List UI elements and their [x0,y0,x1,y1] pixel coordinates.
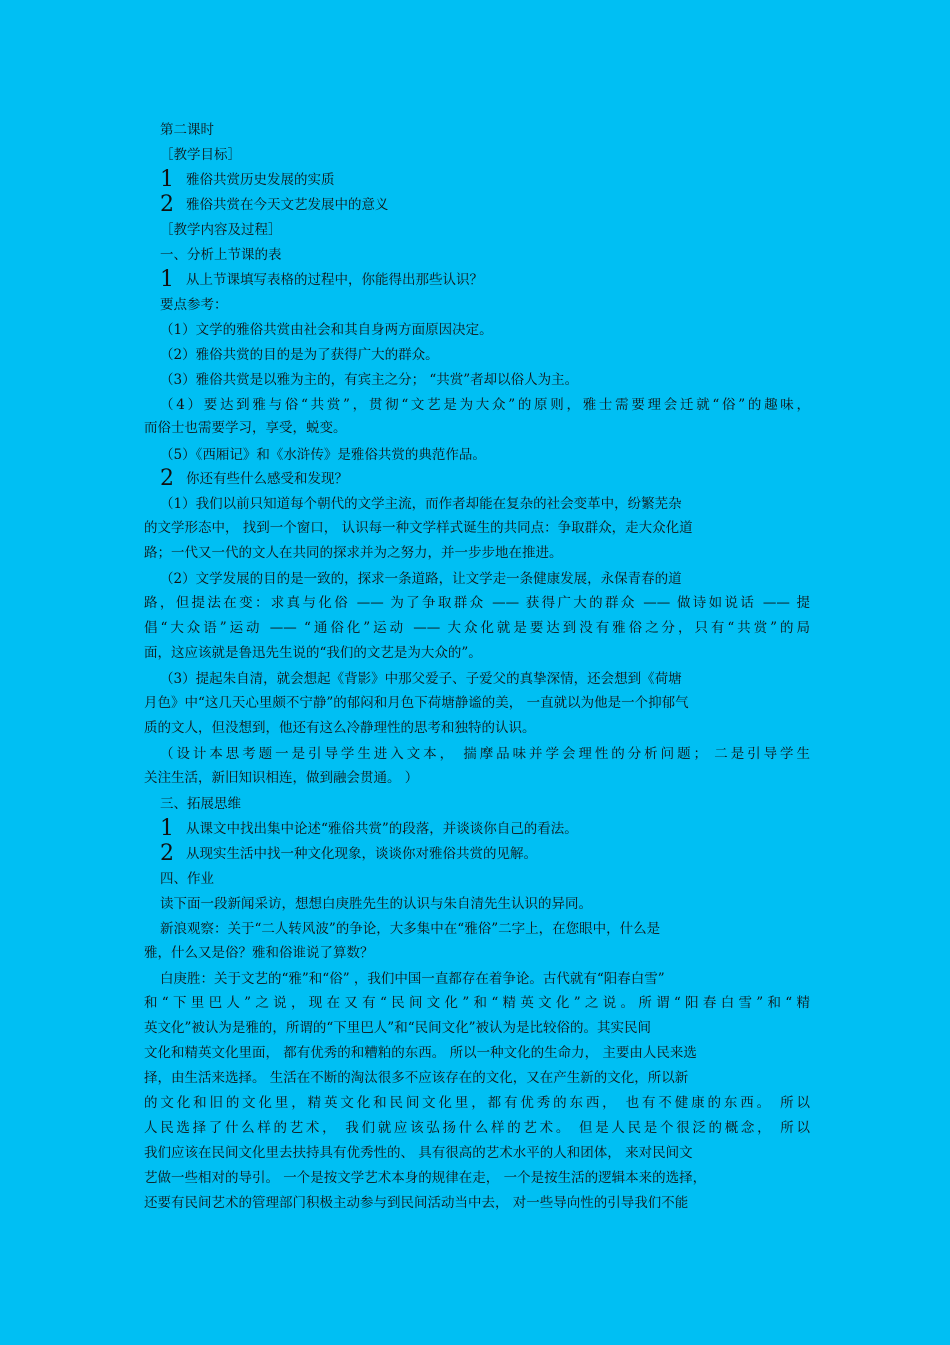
interview-answer-line: 还要有民间艺术的管理部门积极主动参与到民间活动当中去， 对一些导向性的引导我们不能 [144,1195,689,1211]
interview-answer-line: 白庚胜：关于文艺的“雅”和“俗” ，我们中国一直都存在着争论。古代就有“阳春白雪” [160,971,665,987]
item-number: 2 [160,842,174,866]
extension-item [160,817,810,841]
point-4: （4）要达到雅与俗“共赏”，贯彻“文艺是为大众”的原则，雅士需要理会迁就“俗”的趣味， [160,397,810,413]
objective-item [160,168,810,192]
objective-item [160,193,810,217]
item-text: 雅俗共赏在今天文艺发展中的意义 [186,197,389,213]
key-points-label: 要点参考： [160,297,228,313]
interview-answer-line: 英文化”被认为是雅的，所谓的“下里巴人”和“民间文化”被认为是比较俗的。其实民间 [144,1020,652,1036]
answer-3-line: （3）提起朱自清，就会想起《背影》中那父爱子、子爱父的真挚深情，还会想到《荷塘 [160,671,682,687]
heading-one: 一、分析上节课的表 [160,247,282,263]
item-number: 2 [160,467,174,491]
point-2: （2）雅俗共赏的目的是为了获得广大的群众。 [160,347,439,363]
point-5: （5）《西厢记》和《水浒传》是雅俗共赏的典范作品。 [160,447,486,463]
item-number: 1 [160,817,174,841]
answer-2-line: （2）文学发展的目的是一致的，探求一条道路，让文学走一条健康发展，永保青春的道 [160,571,682,587]
question-item [160,268,810,292]
point-1: （1）文学的雅俗共赏由社会和其自身两方面原因决定。 [160,322,493,338]
interview-answer-line: 的文化和旧的文化里，精英文化和民间文化里，都有优秀的东西， 也有不健康的东西。 所以 [144,1095,810,1111]
item-text: 雅俗共赏历史发展的实质 [186,172,335,188]
interview-question-line: 新浪观察：关于“二人转风波”的争论，大多集中在“雅俗”二字上，在您眼中，什么是 [160,921,661,937]
point-3: （3）雅俗共赏是以雅为主的，有宾主之分； “共赏”者却以俗人为主。 [160,372,579,388]
interview-answer-line: 文化和精英文化里面， 都有优秀的和糟粕的东西。 所以一种文化的生命力， 主要由人民来选 [144,1045,697,1061]
item-number: 2 [160,193,174,217]
heading-three: 三、拓展思维 [160,796,241,812]
interview-answer-line: 我们应该在民间文化里去扶持具有优秀性的、 具有很高的艺术水平的人和团体， 来对民间文 [144,1145,693,1161]
interview-answer-line: 艺做一些相对的导引。 一个是按文学艺术本身的规律在走， 一个是按生活的逻辑本来的选择， [144,1170,707,1186]
answer-1-line: 路；一代又一代的文人在共同的探求并为之努力，并一步步地在推进。 [144,545,563,561]
point-4-continued: 而俗士也需要学习，享受，蜕变。 [144,420,347,436]
item-number: 1 [160,268,174,292]
interview-answer-line: 择，由生活来选择。 生活在不断的淘汰很多不应该存在的文化，又在产生新的文化，所以新 [144,1070,689,1086]
answer-1-line: 的文学形态中， 找到一个窗口， 认识每一种文学样式诞生的共同点：争取群众，走大众化道 [144,520,693,536]
answer-1-line: （1）我们以前只知道每个朝代的文学主流，而作者却能在复杂的社会变革中，纷繁芜杂 [160,496,682,512]
answer-2-line: 路，但提法在变：求真与化俗 —— 为了争取群众 —— 获得广大的群众 —— 做诗如说话 —— 提 [144,595,810,611]
extension-item [160,842,810,866]
question-item [160,467,810,491]
interview-answer-line: 人民选择了什么样的艺术， 我们就应该弘扬什么样的艺术。 但是人民是个很泛的概念， 所以 [144,1120,810,1136]
interview-answer-line: 和“下里巴人”之说，现在又有“民间文化”和“精英文化”之说。所谓“阳春白雪”和“精 [144,995,810,1011]
item-number: 1 [160,168,174,192]
interview-question-line: 雅，什么又是俗？雅和俗谁说了算数？ [144,945,374,961]
homework-text: 读下面一段新闻采访，想想白庚胜先生的认识与朱自清先生认识的异同。 [160,896,592,912]
design-note-line: （设计本思考题一是引导学生进入文本， 揣摩品味并学会理性的分析问题； 二是引导学生 [160,746,810,762]
item-text: 你还有些什么感受和发现？ [186,471,348,487]
section-heading-objectives: ［教学目标］ [160,147,241,163]
answer-2-line: 面，这应该就是鲁迅先生说的“我们的文艺是为大众的”。 [144,645,482,661]
item-text: 从上节课填写表格的过程中，你能得出那些认识？ [186,272,483,288]
lesson-title: 第二课时 [160,122,214,138]
heading-four: 四、作业 [160,871,214,887]
answer-2-line: 倡“大众语”运动 —— “通俗化”运动 —— 大众化就是要达到没有雅俗之分，只有“共赏”的局 [144,620,810,636]
answer-3-line: 月色》中“这几天心里颇不宁静”的郁闷和月色下荷塘静谧的美， 一直就以为他是一个抑郁气 [144,695,689,711]
item-text: 从课文中找出集中论述“雅俗共赏”的段落，并谈谈你自己的看法。 [186,821,578,837]
item-text: 从现实生活中找一种文化现象，谈谈你对雅俗共赏的见解。 [186,846,537,862]
section-heading-process: ［教学内容及过程］ [160,222,282,238]
answer-3-line: 质的文人，但没想到，他还有这么冷静理性的思考和独特的认识。 [144,720,536,736]
design-note-line: 关注生活，新旧知识相连，做到融会贯通。 ） [144,770,419,786]
